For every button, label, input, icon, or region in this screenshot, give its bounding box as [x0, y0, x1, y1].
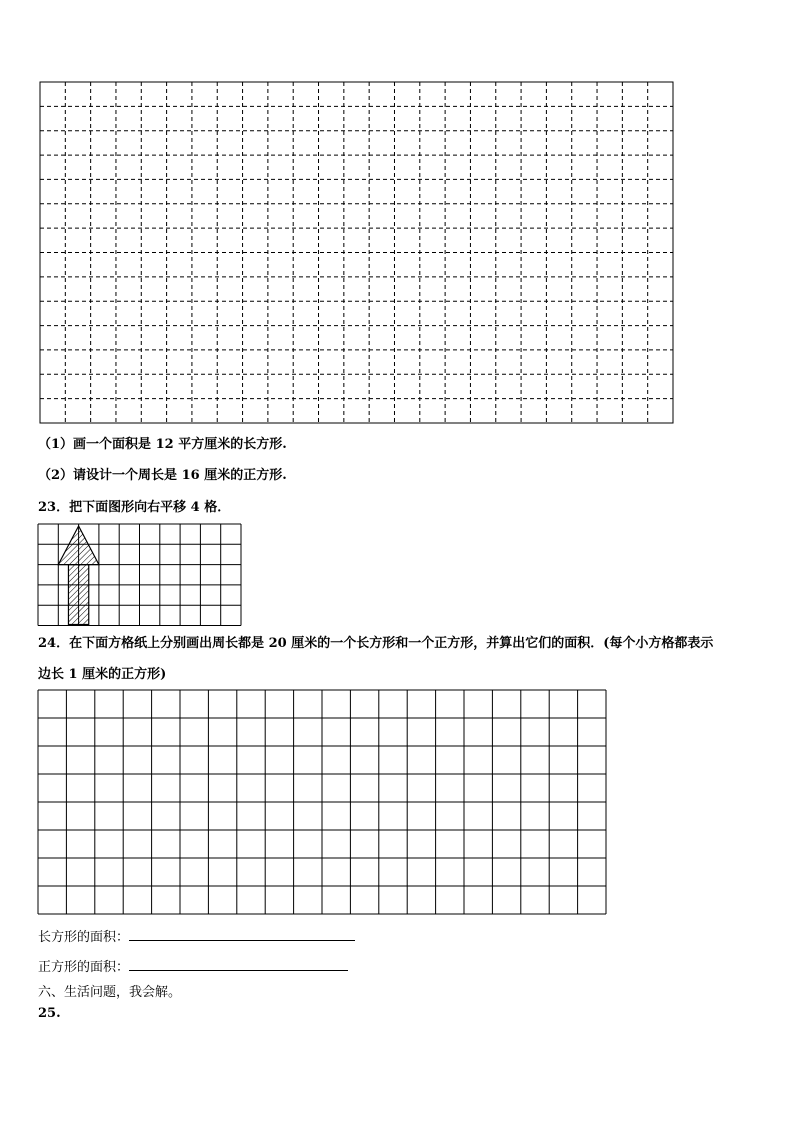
q24-question-line1: 24．在下面方格纸上分别画出周长都是 20 厘米的一个长方形和一个正方形，并算出它们的面积．(每个小方格都表示: [38, 636, 714, 651]
rect-area-answer: [38, 928, 355, 946]
q23-question: 23．把下面图形向右平移 4 格．: [38, 500, 231, 515]
section-six-heading: 六、生活问题，我会解。: [38, 985, 182, 1000]
rect-area-label: 长方形的面积：: [38, 930, 130, 945]
q22-part2: （2）请设计一个周长是 16 厘米的正方形.: [38, 468, 287, 483]
q24-question-line2: 边长 1 厘米的正方形): [38, 667, 167, 682]
q22-part1: （1）画一个面积是 12 平方厘米的长方形.: [38, 437, 287, 452]
q25-number: 25.: [38, 1006, 61, 1021]
square-area-label: 正方形的面积：: [38, 960, 130, 975]
square-area-blank[interactable]: [129, 958, 348, 971]
rect-area-blank[interactable]: [129, 928, 355, 941]
square-area-answer: [38, 958, 348, 976]
